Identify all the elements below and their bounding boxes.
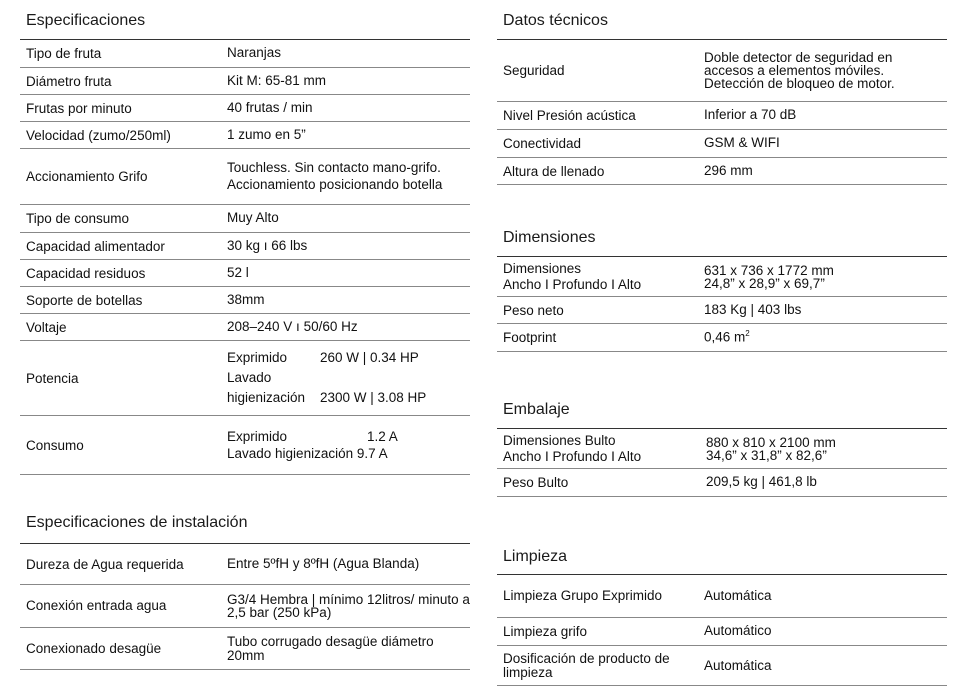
table-row — [497, 429, 947, 469]
row-value: 30 kg ı 66 lbs — [227, 237, 308, 253]
table-row — [20, 122, 470, 149]
row-label: Voltaje — [26, 319, 67, 335]
technical-table — [497, 39, 947, 185]
packaging-title: Embalaje — [503, 401, 570, 418]
dim-label: Dimensiones — [503, 260, 582, 276]
dimensions-title: Dimensiones — [503, 229, 596, 246]
table-row — [497, 618, 947, 646]
footprint-value: 0,46 m — [704, 329, 746, 345]
table-row — [497, 575, 947, 618]
footprint-unit-sup: 2 — [745, 328, 750, 338]
row-value: Naranjas — [227, 45, 282, 61]
row-label: Peso neto — [503, 302, 564, 318]
row-value: 52 l — [227, 264, 249, 280]
table-row — [20, 314, 470, 341]
row-label: Tipo de fruta — [26, 46, 102, 61]
row-value — [704, 264, 947, 290]
power-row — [20, 341, 470, 416]
row-value: Automática — [704, 588, 772, 604]
row-value — [704, 329, 947, 346]
security-line: accesos a elementos móviles. — [704, 63, 885, 78]
row-value: Automático — [704, 623, 772, 639]
row-label: Dureza de Agua requerida — [26, 556, 184, 572]
row-value: 40 frutas / min — [227, 99, 313, 115]
row-value — [704, 436, 947, 462]
table-row — [497, 297, 947, 324]
row-value: G3/4 Hembra | mínimo 12litros/ minuto a 2,5 bar (250 kPa) — [227, 591, 470, 620]
cleaning-table — [497, 574, 947, 686]
table-row — [20, 233, 470, 260]
packaging-table — [497, 428, 947, 497]
table-row — [497, 257, 947, 297]
power-value: 2300 W | 3.08 HP — [320, 390, 427, 405]
row-label: Limpieza grifo — [503, 624, 588, 639]
row-label: Limpieza Grupo Exprimido — [503, 588, 663, 604]
row-label: Nivel Presión acústica — [503, 108, 636, 123]
row-label: Accionamiento Grifo — [26, 169, 148, 184]
dim-label: Dimensiones Bulto — [503, 432, 616, 448]
power-key: Lavado — [227, 370, 272, 385]
row-value — [704, 51, 947, 90]
row-label: Tipo de consumo — [26, 211, 130, 226]
row-label: Soporte de botellas — [26, 292, 143, 308]
table-row — [20, 544, 470, 585]
power-key: Exprimido — [227, 350, 288, 365]
table-row — [20, 260, 470, 287]
installation-title: Especificaciones de instalación — [26, 514, 248, 531]
consumption-value: 9.7 A — [356, 446, 388, 461]
specifications-title: Especificaciones — [26, 12, 146, 29]
row-label: Consumo — [26, 437, 84, 453]
table-row — [20, 628, 470, 670]
row-value: Tubo corrugado desagüe diámetro 20mm — [227, 634, 434, 663]
row-label: Conexión entrada agua — [26, 598, 167, 614]
table-row — [497, 102, 947, 130]
dim-value: 24,8” x 28,9” x 69,7” — [704, 275, 825, 291]
table-row — [497, 158, 947, 185]
consumption-key: Lavado higienización — [227, 446, 354, 461]
consumption-value: 1.2 A — [367, 429, 398, 444]
row-value: 296 mm — [704, 162, 753, 178]
dim-value: 631 x 736 x 1772 mm — [704, 262, 834, 278]
row-value: Kit M: 65-81 mm — [227, 72, 327, 88]
installation-table — [20, 543, 470, 670]
row-label: Frutas por minuto — [26, 100, 132, 116]
row-label: Footprint — [503, 330, 557, 345]
table-row — [497, 646, 947, 686]
row-label: Capacidad residuos — [26, 265, 146, 281]
row-value: Entre 5ºfH y 8ºfH (Agua Blanda) — [227, 555, 420, 571]
row-value: Touchless. Sin contacto mano-grifo. Accionamiento posicionando botella — [227, 159, 443, 192]
power-key: higienización — [227, 390, 306, 405]
row-value: Automática — [704, 657, 772, 673]
dim-value: 880 x 810 x 2100 mm — [706, 434, 836, 450]
table-row — [20, 68, 470, 95]
security-line: Doble detector de seguridad en — [704, 50, 893, 65]
dimensions-table — [497, 256, 947, 352]
row-label: Potencia — [26, 370, 79, 386]
row-label: Conexionado desagüe — [26, 640, 162, 656]
security-line: Detección de bloqueo de motor. — [704, 76, 895, 91]
table-row — [497, 324, 947, 352]
table-row — [20, 95, 470, 122]
consumption-values — [227, 428, 470, 462]
row-value: Inferior a 70 dB — [704, 107, 797, 123]
row-value: 208–240 V ı 50/60 Hz — [227, 318, 358, 334]
row-label: Diámetro fruta — [26, 73, 112, 89]
row-label: Peso Bulto — [503, 475, 569, 490]
dim-label: Ancho I Profundo I Alto — [503, 276, 642, 292]
table-row — [20, 205, 470, 233]
row-label: Velocidad (zumo/250ml) — [26, 127, 171, 143]
row-value: Muy Alto — [227, 210, 279, 226]
power-value: 260 W | 0.34 HP — [320, 350, 419, 365]
dim-label: Ancho I Profundo I Alto — [503, 448, 642, 464]
cleaning-title: Limpieza — [503, 548, 568, 565]
row-label: Dosificación de producto de limpieza — [503, 651, 670, 680]
table-row — [497, 40, 947, 102]
table-row — [497, 469, 947, 497]
specifications-table — [20, 39, 470, 475]
row-value: 1 zumo en 5” — [227, 126, 306, 142]
row-label — [497, 433, 704, 465]
consumption-row — [20, 416, 470, 475]
row-label — [497, 261, 704, 293]
row-value: 209,5 kg | 461,8 lb — [706, 474, 817, 490]
row-value: 38mm — [227, 291, 265, 307]
technical-title: Datos técnicos — [503, 12, 608, 29]
table-row — [20, 40, 470, 68]
row-label: Altura de llenado — [503, 163, 605, 179]
table-row — [497, 130, 947, 158]
row-label: Conectividad — [503, 136, 582, 151]
power-values — [227, 348, 470, 408]
row-value: GSM & WIFI — [704, 135, 780, 151]
table-row — [20, 287, 470, 314]
row-label: Seguridad — [503, 62, 565, 78]
row-value: 183 Kg | 403 lbs — [704, 301, 802, 317]
dim-value: 34,6” x 31,8” x 82,6” — [706, 447, 827, 463]
table-row — [20, 585, 470, 628]
consumption-key: Exprimido — [227, 429, 288, 444]
table-row — [20, 149, 470, 205]
row-label: Capacidad alimentador — [26, 238, 165, 254]
